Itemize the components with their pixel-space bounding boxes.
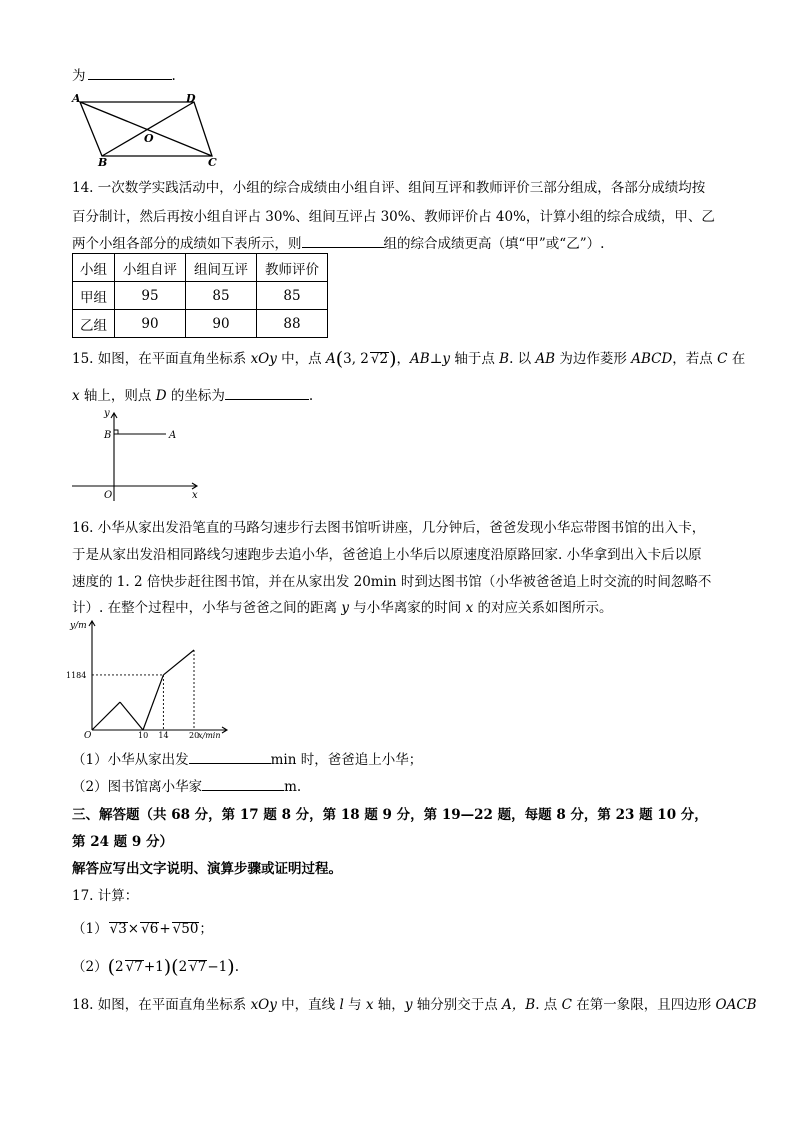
table-cell: 甲组 [73, 282, 115, 310]
q15-coord-a: 3, 2 [343, 351, 369, 367]
q17-radical: √ 3 [109, 922, 128, 937]
q15-text: 为边作菱形 [555, 351, 632, 367]
q18-oacb: OACB [715, 997, 757, 1013]
q17-open-paren: ( [107, 956, 116, 978]
q16-text: 的对应关系如图所示。 [473, 600, 613, 616]
q16-text: 与小华离家的时间 [349, 600, 466, 616]
q17-operator: −1 [207, 959, 228, 975]
q16-line4 [72, 596, 613, 616]
series-segment [120, 702, 143, 730]
q16-sub1-blank[interactable] [189, 750, 271, 764]
q17-close-paren: ) [163, 956, 172, 978]
q17-radical: √ 6 [140, 922, 159, 937]
q17-part1 [72, 917, 213, 937]
q18-text: . 点 [535, 997, 562, 1013]
q16-sub1-text: （1）小华从家出发 [72, 752, 189, 768]
q18-xoy: xOy [250, 997, 277, 1013]
q15-text: 轴于点 [450, 351, 500, 367]
table-cell: 乙组 [73, 310, 115, 338]
q16-x: x [465, 600, 474, 616]
q14-line1: 14. 一次数学实践活动中，小组的综合成绩由小组自评、组间互评和教师评价三部分组成，各部分成绩均按 [72, 180, 706, 196]
table-header-cell: 教师评价 [257, 254, 328, 282]
q15-text: 轴上，则点 [79, 388, 156, 404]
y-axis-label: y/m [70, 621, 87, 631]
q15-text: 在 [727, 351, 746, 367]
q18-y: y [404, 997, 413, 1013]
x-tick-label: 10 [138, 731, 149, 740]
table-header-row [73, 254, 328, 282]
q17-radical: √ 7 [188, 960, 207, 975]
q15-point-c: C [717, 351, 728, 367]
label-b: B [104, 430, 112, 441]
q15-text: 的坐标为 [166, 388, 225, 404]
q15-line1 [72, 347, 745, 370]
table-row [73, 282, 328, 310]
label-o: O [104, 490, 113, 501]
q14-line3-tail: 组的综合成绩更高（填“甲”或“乙”）. [383, 236, 605, 252]
label-o: O [144, 132, 154, 145]
q18-points-ab: A，B [502, 997, 536, 1013]
q18-text: 中，直线 [276, 997, 340, 1013]
x-axis-label: x/min [198, 731, 221, 740]
table-cell: 85 [257, 282, 328, 310]
table-cell: 90 [115, 310, 186, 338]
q17-end: . [234, 959, 239, 975]
series-segment [143, 675, 163, 730]
q16-y: y [341, 600, 350, 616]
q13-suffix: . [171, 68, 176, 84]
q17-title: 17. 计算： [72, 888, 139, 904]
table-cell: 90 [186, 310, 257, 338]
q17-end: ； [199, 921, 213, 937]
q17-open-paren: ( [171, 956, 179, 978]
q16-sub2-text: （2）图书馆离小华家 [72, 779, 203, 795]
table-header-cell: 小组自评 [115, 254, 186, 282]
q17-close-paren: ) [227, 956, 235, 978]
q15-answer-blank[interactable] [225, 386, 309, 400]
q18-line1 [72, 993, 757, 1013]
q13-prefix: 为 [72, 68, 86, 84]
q18-line-l: l [339, 997, 344, 1013]
label-a: A [72, 92, 81, 105]
q15-coord-close: ) [389, 348, 397, 370]
score-table [72, 253, 328, 338]
q18-text: 18. 如图，在平面直角坐标系 [72, 997, 251, 1013]
q16-sub2-blank[interactable] [202, 777, 284, 791]
table-cell: 95 [115, 282, 186, 310]
q15-text: . [308, 388, 314, 404]
right-angle-mark [114, 430, 118, 434]
q17-coef: 2 [115, 959, 124, 975]
q18-text: 与 [343, 997, 366, 1013]
diagonal-bd [102, 102, 194, 156]
table-header-cell: 小组 [73, 254, 115, 282]
table-cell: 88 [257, 310, 328, 338]
q16-sub2-tail: m. [284, 779, 302, 795]
q17-coef: 2 [178, 959, 188, 975]
q13-answer-line [72, 64, 176, 84]
q17-operator: + [159, 921, 171, 937]
q16-sub2 [72, 775, 301, 795]
series-segment [163, 650, 194, 675]
q16-line2: 于是从家出发沿相同路线匀速跑步去追小华，爸爸追上小华后以原速度沿原路回家. 小华拿到出入卡后以原 [72, 547, 702, 563]
q15-coord-radical: √ 2 [370, 352, 389, 367]
label-y: y [104, 408, 110, 419]
q18-point-c: C [561, 997, 572, 1013]
q17-radical: √ 50 [172, 922, 200, 937]
x-tick-label: 14 [158, 731, 169, 740]
q16-line3: 速度的 1. 2 倍快步赶往图书馆，并在从家出发 20min 时到达图书馆（小华被爸爸追上时交流的时间忽略不 [72, 574, 712, 590]
diagonal-ac [80, 102, 212, 156]
q15-text: 15. 如图，在平面直角坐标系 [72, 351, 251, 367]
origin-label: O [84, 731, 92, 741]
section3-instructions: 解答应写出文字说明、演算步骤或证明过程。 [72, 861, 342, 877]
section3-heading: 三、解答题（共 68 分，第 17 题 8 分，第 18 题 9 分，第 19—22 题，每题 8 分，第 23 题 10 分， [72, 807, 708, 823]
q15-point-b: B [499, 351, 510, 367]
q14-answer-blank[interactable] [302, 234, 384, 248]
q17-part2-label: （2） [72, 959, 108, 975]
q16-text: 计）. 在整个过程中，小华与爸爸之间的距离 [72, 600, 342, 616]
table-header-cell: 组间互评 [186, 254, 257, 282]
q14-line3 [72, 232, 604, 252]
q18-text: 轴分别交于点 [412, 997, 503, 1013]
section3-heading-cont: 第 24 题 9 分） [72, 834, 173, 850]
q15-line2 [72, 384, 313, 404]
table-row [73, 310, 328, 338]
label-x: x [192, 490, 198, 501]
q15-coord-open: ( [335, 348, 344, 370]
q13-answer-blank[interactable] [88, 66, 172, 80]
q15-point-a: A [325, 351, 336, 367]
q17-radical: √ 7 [125, 960, 144, 975]
q15-x: x [72, 388, 80, 404]
label-a: A [169, 430, 177, 441]
q15-y: y [442, 351, 451, 367]
q15-text: ， [396, 351, 411, 367]
label-c: C [208, 156, 217, 168]
q15-ab: AB [410, 351, 430, 367]
parallelogram-figure [66, 90, 226, 168]
q15-text: . 以 [509, 351, 536, 367]
q15-ab: AB [535, 351, 556, 367]
q17-part1-label: （1） [72, 921, 108, 937]
q16-sub1 [72, 748, 422, 768]
q15-xoy: xOy [250, 351, 277, 367]
table-cell: 85 [186, 282, 257, 310]
q18-x: x [365, 997, 374, 1013]
y-tick-label: 1184 [66, 670, 87, 680]
q15-abcd: ABCD [631, 351, 673, 367]
q15-text: ，若点 [672, 351, 718, 367]
q17-operator: × [127, 921, 140, 937]
label-d: D [186, 92, 196, 105]
q14-line2: 百分制计，然后再按小组自评占 30%、组间互评占 30%、教师评价占 40%，计算小组的综合成绩，甲、乙 [72, 209, 715, 225]
coordinate-figure [66, 404, 216, 504]
q18-text: 轴， [373, 997, 405, 1013]
distance-time-chart [66, 616, 236, 742]
x-tick-label: 20 [189, 731, 200, 740]
q14-line3-text: 两个小组各部分的成绩如下表所示，则 [72, 236, 302, 252]
label-b: B [98, 156, 108, 168]
q15-point-d: D [155, 388, 167, 404]
q17-operator: +1 [143, 959, 164, 975]
q16-sub1-tail: min 时，爸爸追上小华； [270, 752, 423, 768]
q16-line1: 16. 小华从家出发沿笔直的马路匀速步行去图书馆听讲座，几分钟后，爸爸发现小华忘带图书馆的出入卡， [72, 520, 706, 536]
q17-part2 [72, 955, 239, 978]
q15-text: 中，点 [276, 351, 326, 367]
q18-text: 在第一象限，且四边形 [571, 997, 716, 1013]
q15-perp: ⊥ [429, 351, 443, 367]
series-segment [92, 702, 120, 730]
